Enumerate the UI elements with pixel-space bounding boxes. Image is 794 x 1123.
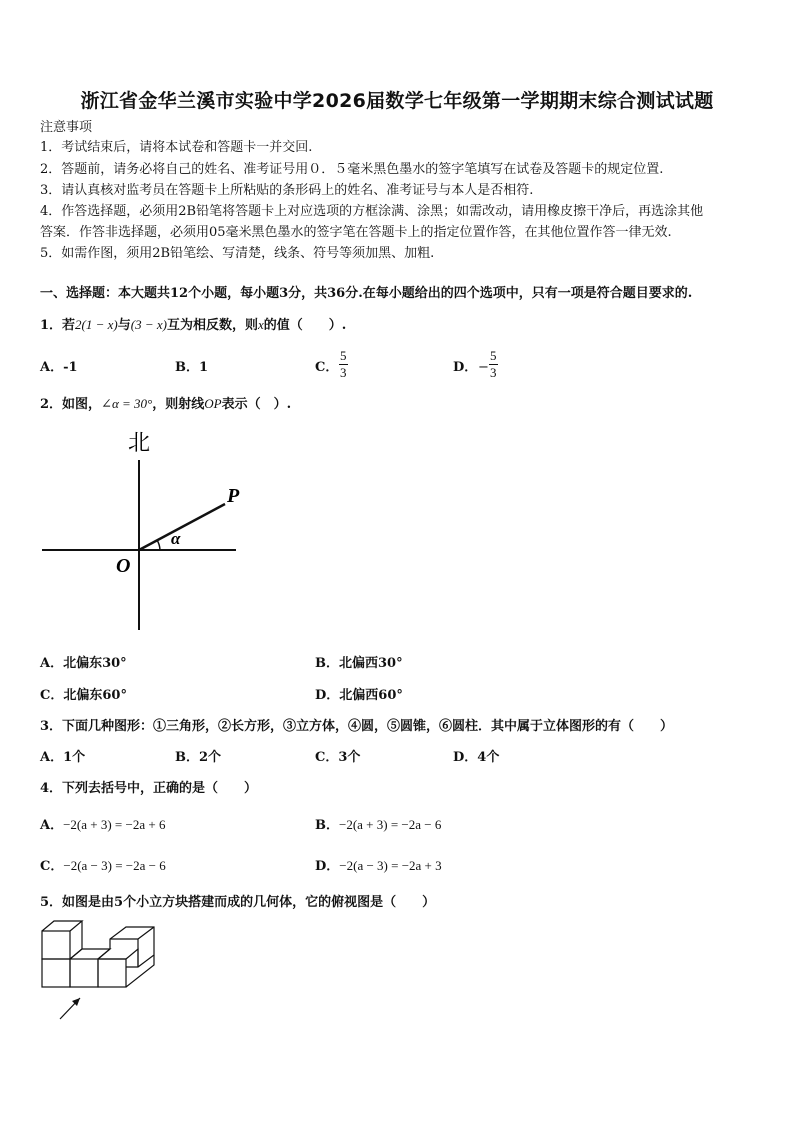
q4-option-a xyxy=(40,815,165,836)
q2-pre: 2．如图， xyxy=(40,397,102,412)
compass-figure xyxy=(0,420,300,640)
q1-fraction-c xyxy=(339,348,348,381)
question-1-stem xyxy=(40,315,346,336)
q3-option-a: A．1个 xyxy=(40,750,86,765)
q1-option-c: C． xyxy=(315,360,339,375)
q1-fraction-c-den: 3 xyxy=(340,365,347,380)
q4-option-b-expr: −2(a + 3) = −2a − 6 xyxy=(339,817,442,832)
q2-option-b: B．北偏西30° xyxy=(315,656,403,671)
notice-item: 1．考试结束后，请将本试卷和答题卡一并交回. xyxy=(40,140,313,155)
q1-mid: 与 xyxy=(117,318,131,333)
q2-post2: 表示（ ）. xyxy=(221,397,292,412)
cube-front xyxy=(70,959,98,987)
q2-option-d: D．北偏西60° xyxy=(315,688,403,703)
q4-option-b xyxy=(315,815,441,836)
q4-option-c xyxy=(40,856,166,877)
q1-fraction-d-sign: − xyxy=(478,360,489,375)
q1-expr2: (3 − x) xyxy=(130,317,167,332)
section-heading: 一、选择题：本大题共12个小题，每小题3分，共36分.在每小题给出的四个选项中，只有一项是符合题目要求的. xyxy=(40,286,693,301)
q1-pre: 1．若 xyxy=(40,318,76,333)
cube-side xyxy=(126,949,138,967)
q1-option-b: B．1 xyxy=(175,360,209,375)
cube-figure xyxy=(30,915,170,1025)
q2-option-a: A．北偏东30° xyxy=(40,656,127,671)
q1-option-a: A．-1 xyxy=(40,360,78,375)
q3-option-d: D．4个 xyxy=(453,750,500,765)
notice-item: 3．请认真核对监考员在答题卡上所粘贴的条形码上的姓名、准考证号与本人是否相符. xyxy=(40,183,534,198)
cube-front xyxy=(42,959,70,987)
label-alpha: α xyxy=(171,529,181,548)
label-p: P xyxy=(227,485,240,507)
angle-arc xyxy=(157,540,160,550)
ray-op xyxy=(139,504,225,550)
cube-top-edge xyxy=(110,927,154,939)
q2-ray: OP xyxy=(204,396,222,411)
notice-item: 2．答题前，请务必将自己的姓名、准考证号用０．５毫米黑色墨水的签字笔填写在试卷及答题卡的规定位置. xyxy=(40,162,664,177)
q4-option-c-expr: −2(a − 3) = −2a − 6 xyxy=(63,858,166,873)
q4-option-d-expr: −2(a − 3) = −2a + 3 xyxy=(339,858,442,873)
q1-option-d: D． xyxy=(453,360,478,375)
question-2-stem xyxy=(40,394,291,415)
q4-option-a-label: A． xyxy=(40,818,64,833)
q2-option-c: C．北偏东60° xyxy=(40,688,127,703)
cube-front xyxy=(98,959,126,987)
cube-front xyxy=(42,931,70,959)
notice-item: 5．如需作图，须用2B铅笔绘、写清楚，线条、符号等须加黑、加粗. xyxy=(40,246,435,261)
q1-mid2: 互为相反数，则 xyxy=(166,318,258,333)
q1-var: x xyxy=(257,317,264,332)
q2-angle: ∠α = 30° xyxy=(101,396,153,411)
label-o: O xyxy=(116,555,131,577)
cube-side xyxy=(126,955,154,987)
q1-fraction-d xyxy=(489,348,498,381)
q1-fraction-d-num: 5 xyxy=(490,348,497,363)
q1-expr1: 2(1 − x) xyxy=(75,317,118,332)
q4-option-a-expr: −2(a + 3) = −2a + 6 xyxy=(63,817,166,832)
question-3-stem: 3．下面几种图形：①三角形，②长方形，③立方体，④圆，⑤圆锥，⑥圆柱．其中属于立体图形的有（ ） xyxy=(40,719,674,734)
question-4-stem: 4．下列去括号中，正确的是（ ） xyxy=(40,781,258,796)
q3-option-c: C．3个 xyxy=(315,750,361,765)
label-north: 北 xyxy=(128,431,151,456)
q4-option-c-label: C． xyxy=(40,859,64,874)
q1-fraction-d-den: 3 xyxy=(490,365,497,380)
cube-top xyxy=(42,921,82,931)
notice-item: 答案．作答非选择题，必须用05毫米黑色墨水的签字笔在答题卡上的指定位置作答，在其他位置作答一律无效. xyxy=(40,225,672,240)
q1-fraction-c-num: 5 xyxy=(340,348,347,363)
q3-option-b: B．2个 xyxy=(175,750,222,765)
q1-post: 的值（ ）. xyxy=(263,318,347,333)
page-title: 浙江省金华兰溪市实验中学2026届数学七年级第一学期期末综合测试试题 xyxy=(80,90,714,112)
question-5-stem: 5．如图是由5个小立方块搭建而成的几何体，它的俯视图是（ ） xyxy=(40,895,436,910)
notice-item: 4．作答选择题，必须用2B铅笔将答题卡上对应选项的方框涂满、涂黑；如需改动，请用橡皮擦干净后，再选涂其他 xyxy=(40,204,704,219)
q4-option-b-label: B． xyxy=(315,818,339,833)
q4-option-d xyxy=(315,856,442,877)
q4-option-d-label: D． xyxy=(315,859,340,874)
q2-post: ，则射线 xyxy=(152,397,205,412)
notice-heading: 注意事项 xyxy=(40,120,93,135)
